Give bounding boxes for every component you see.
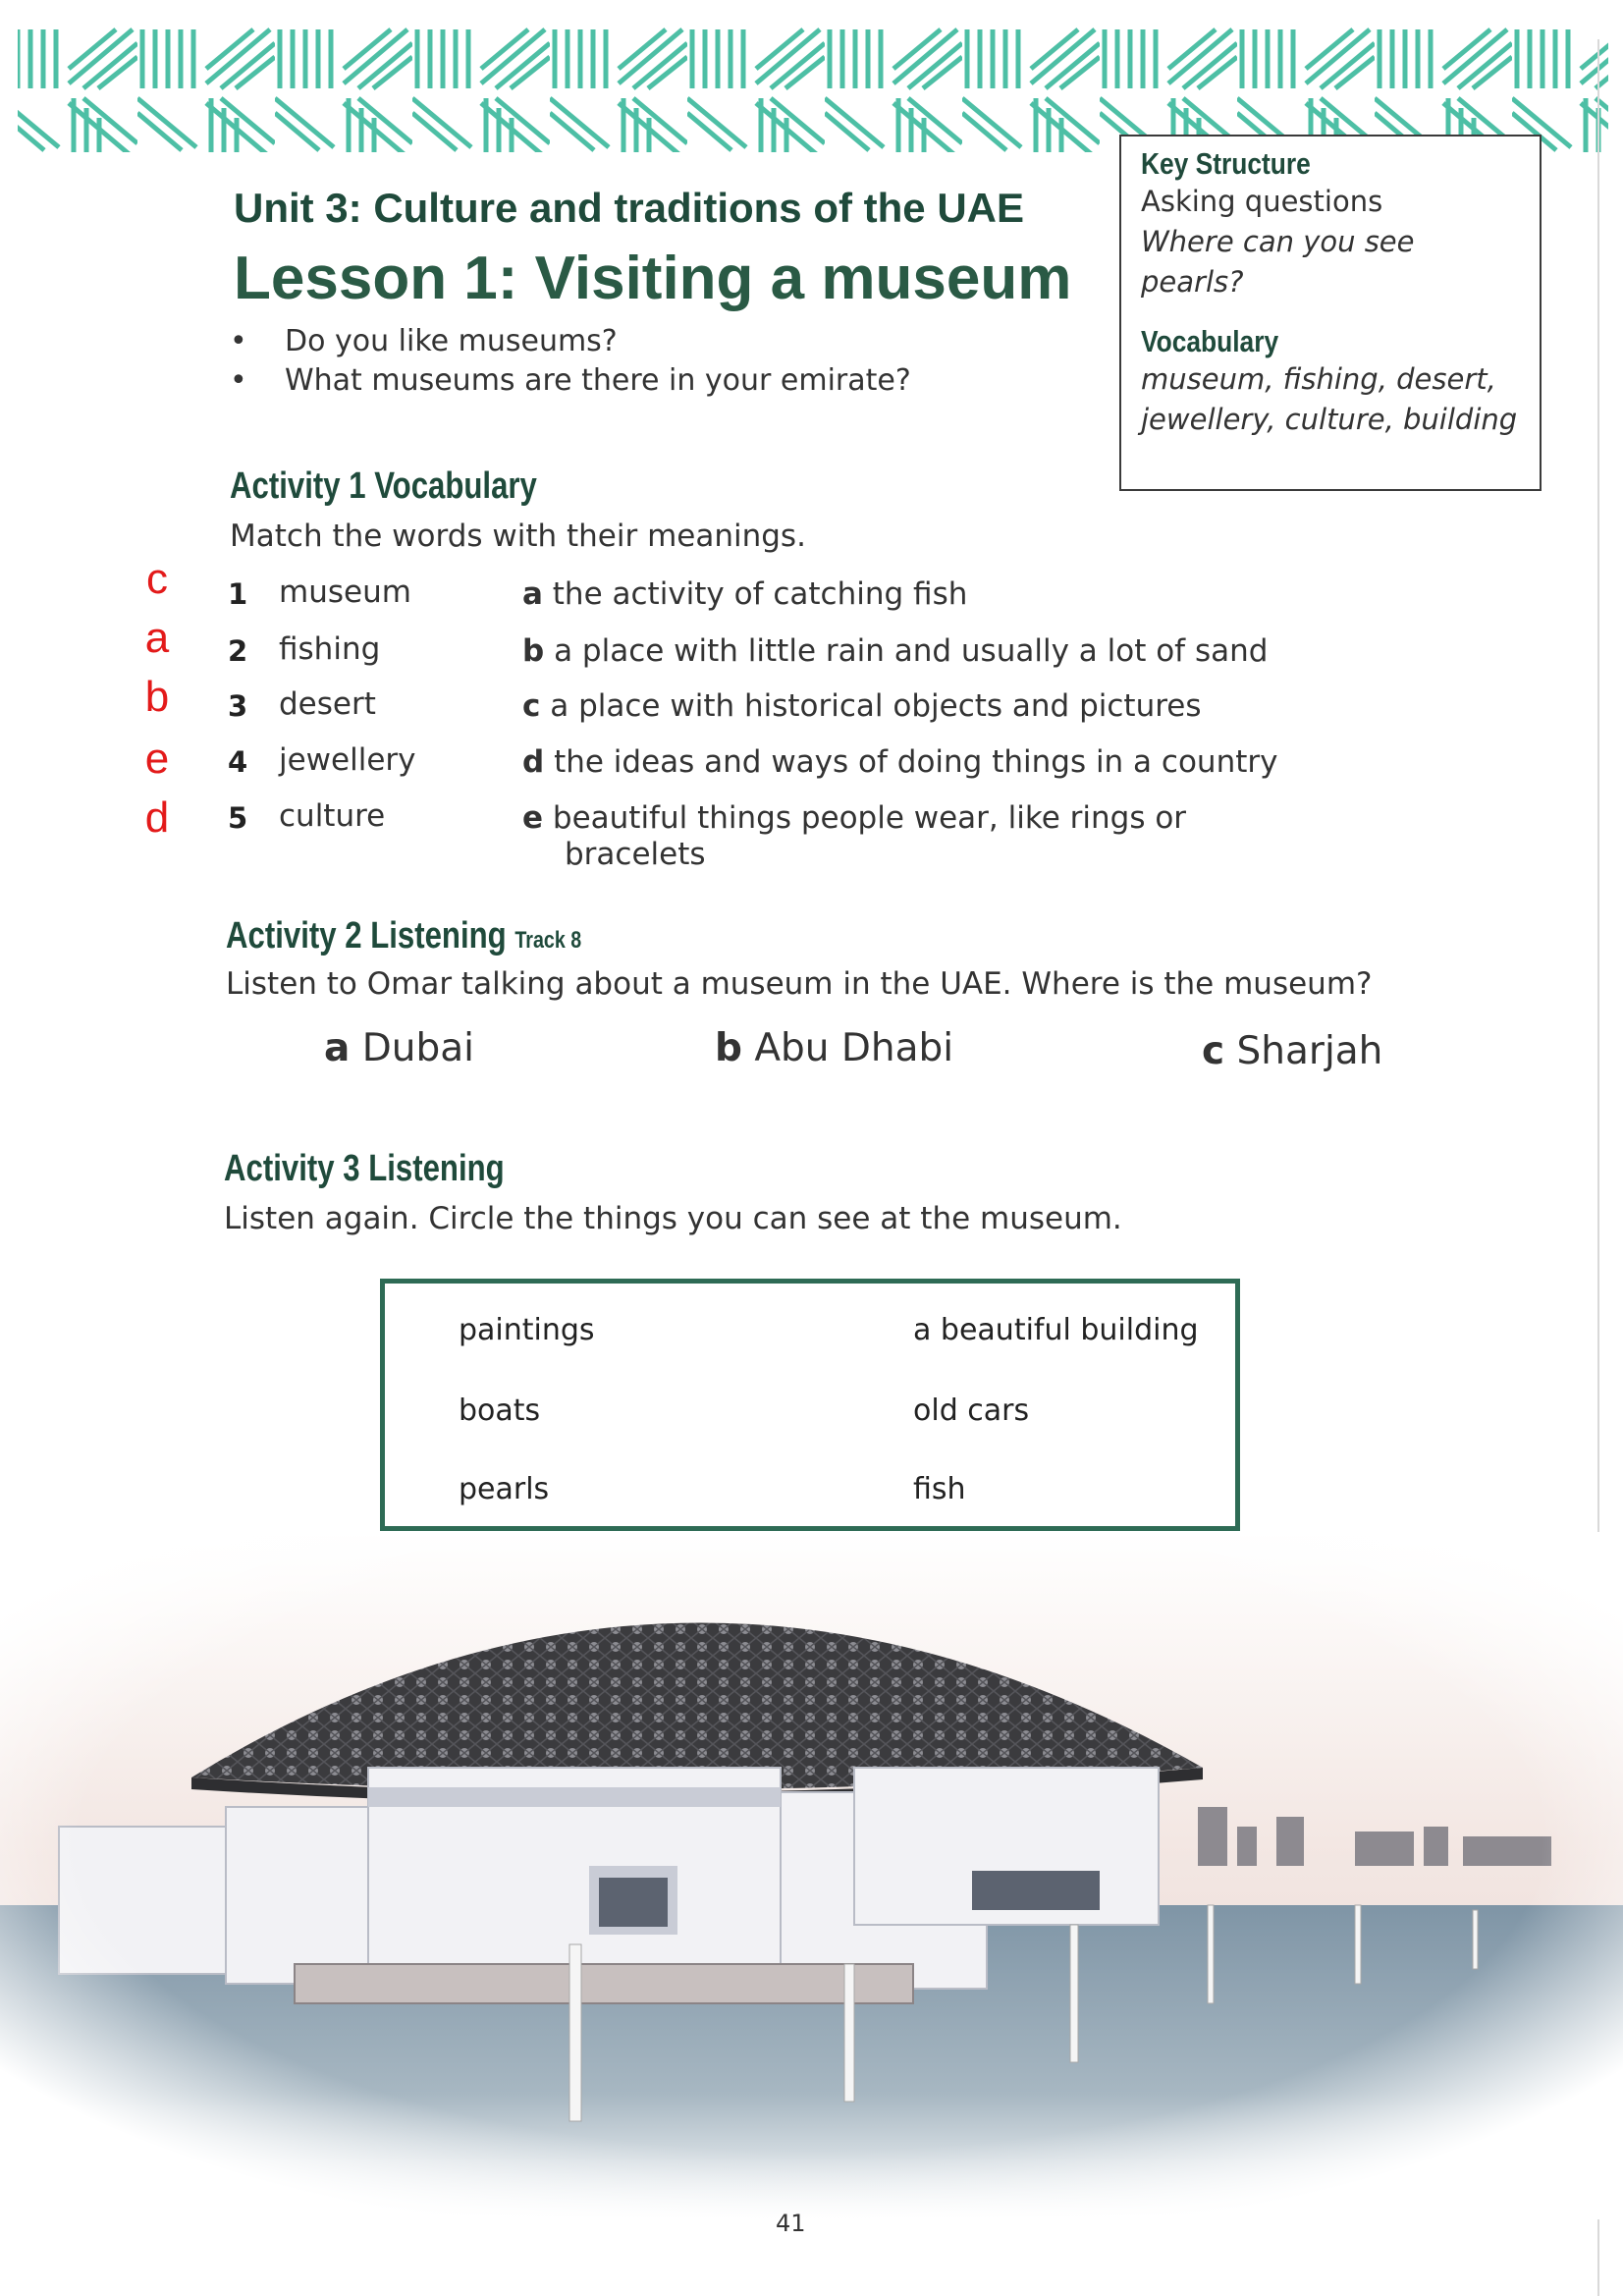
louvre-abu-dhabi-photo [0,1532,1623,2219]
vocab-word: desert [279,686,376,722]
key-structure-example-1: Where can you see [1141,225,1415,258]
item-number: 5 [228,801,248,835]
activity-2-title: Activity 2 Listening Track 8 [226,915,582,957]
vocab-word: jewellery [279,742,416,778]
circle-item[interactable]: old cars [913,1394,1030,1428]
option-dubai[interactable]: a Dubai [324,1026,474,1070]
page-number: 41 [776,2210,806,2237]
key-structure-box [1119,135,1542,491]
circle-item[interactable]: paintings [459,1313,595,1347]
circle-item[interactable]: a beautiful building [913,1313,1199,1347]
handwritten-answer: b [144,673,170,721]
activity-1-instruction: Match the words with their meanings. [230,519,806,554]
vocabulary-heading: Vocabulary [1141,324,1279,358]
circle-item[interactable]: boats [459,1394,541,1428]
track-label: Track 8 [514,927,582,954]
handwritten-answer: a [144,614,170,662]
header-pattern [0,0,1623,157]
meaning-b: b a place with little rain and usually a lot of sand [522,633,1269,669]
handwritten-answer: e [144,735,170,783]
key-structure-line: Asking questions [1141,185,1383,218]
vocabulary-line-1: museum, fishing, desert, [1141,362,1496,396]
meaning-c: c a place with historical objects and pictures [522,688,1202,724]
warmup-question: • Do you like museums? [230,324,618,358]
option-sharjah[interactable]: c Sharjah [1202,1029,1383,1073]
unit-title: Unit 3: Culture and traditions of the UAE [234,185,1024,231]
item-number: 4 [228,745,248,779]
meaning-a: a the activity of catching fish [522,576,968,612]
item-number: 1 [228,577,248,611]
warmup-question: • What museums are there in your emirate? [230,363,911,398]
option-abu-dhabi[interactable]: b Abu Dhabi [715,1026,954,1070]
handwritten-answer: d [144,793,170,842]
activity-2-instruction: Listen to Omar talking about a museum in the UAE. Where is the museum? [226,966,1373,1002]
circle-items-box [380,1279,1240,1531]
activity-1-title: Activity 1 Vocabulary [230,465,537,507]
item-number: 3 [228,689,248,723]
lesson-title: Lesson 1: Visiting a museum [234,245,1072,312]
item-number: 2 [228,634,248,668]
vocab-word: museum [279,574,411,610]
vocabulary-line-2: jewellery, culture, building [1141,403,1518,436]
circle-item[interactable]: pearls [459,1472,550,1506]
activity-3-instruction: Listen again. Circle the things you can see at the museum. [224,1201,1122,1236]
circle-item[interactable]: fish [913,1472,966,1506]
vocab-word: fishing [279,631,381,667]
key-structure-example-2: pearls? [1141,265,1244,299]
meaning-e-continued: bracelets [565,837,706,872]
key-structure-heading: Key Structure [1141,146,1311,181]
vocab-word: culture [279,798,386,834]
meaning-e: e beautiful things people wear, like rings or [522,800,1187,836]
handwritten-answer: c [146,555,168,603]
activity-3-title: Activity 3 Listening [224,1148,505,1189]
meaning-d: d the ideas and ways of doing things in a country [522,744,1278,780]
